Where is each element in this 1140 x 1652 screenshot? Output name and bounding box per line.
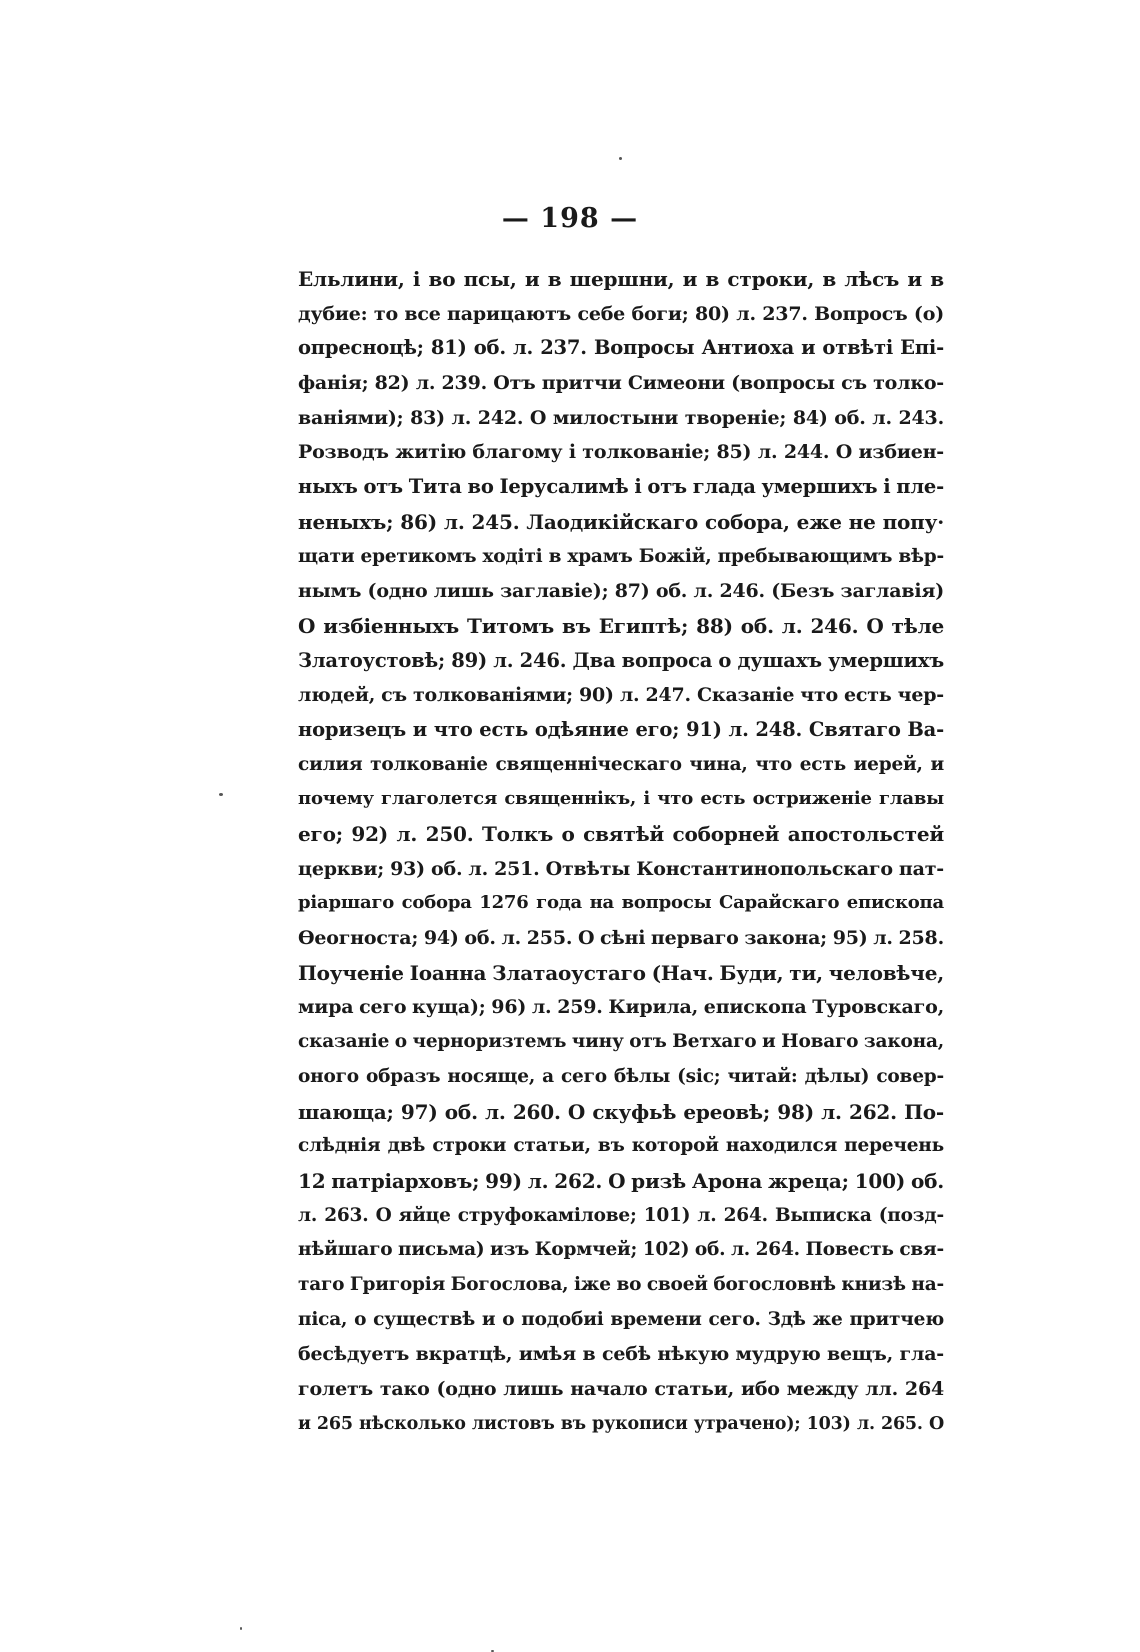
text-line: опресноцѣ; 81) об. л. 237. Вопросы Антиоха и отвѣті Епі- [298,336,944,360]
text-line: Розводъ житію благому і толкованіе; 85) л. 244. О избиен- [298,441,944,464]
text-line: ріаршаго собора 1276 года на вопросы Сарайскаго епископа [298,892,944,914]
text-line: сказаніе о черноризтемъ чину отъ Ветхаго и Новаго закона, [298,1031,944,1053]
text-line: піса, о существѣ и о подобиі времени сего. Здѣ же притчею [298,1308,944,1330]
page-number: — 198 — [501,203,639,234]
text-line: бесѣдуетъ вкратцѣ, имѣя в себѣ нѣкую мудрую вещъ, гла- [298,1343,944,1366]
text-line: силия толкованіе священніческаго чина, что есть иерей, и [298,753,944,775]
text-line: Поученіе Іоанна Златаоустаго (Нач. Буди, ти, человѣче, [298,960,944,985]
text-line: голетъ тако (одно лишь начало статьи, ибо между лл. 264 [298,1378,944,1400]
text-line: л. 263. О яйце струфокамілове; 101) л. 264. Выписка (позд- [298,1204,944,1226]
text-line: ваніями); 83) л. 242. О милостыни твореніе; 84) об. л. 243. [298,406,944,429]
scan-speck [619,157,622,160]
text-line: О избіенныхъ Титомъ въ Египтѣ; 88) об. л. 246. О тѣле [298,613,944,638]
scan-speck [240,1627,242,1630]
text-line: нымъ (одно лишь заглавіе); 87) об. л. 246. (Безъ заглавія) [298,580,944,603]
text-line: мира сего куща); 96) л. 259. Кирила, епископа Туровскаго, [298,996,944,1019]
text-line: неныхъ; 86) л. 245. Лаодикійскаго собора, еже не попу· [298,509,944,534]
text-line: Ѳеогноста; 94) об. л. 255. О сѣні перваго закона; 95) л. 258. [298,927,944,950]
text-line: нѣйшаго письма) изъ Кормчей; 102) об. л. 264. Повесть свя- [298,1239,944,1261]
text-line: церкви; 93) об. л. 251. Отвѣты Константинопольскаго пат- [298,857,944,880]
text-line: шающа; 97) об. л. 260. О скуфьѣ ереовѣ; 98) л. 262. По- [298,1099,944,1124]
text-line: людей, съ толкованіями; 90) л. 247. Сказаніе что есть чер- [298,684,944,707]
text-line: дубие: то все парицаютъ себе боги; 80) л. 237. Вопросъ (о) [298,302,944,325]
text-line: почему глаголется священнікъ, і что есть остриженіе главы [298,788,944,810]
text-line: слѣднія двѣ строки статьи, въ которой находился перечень [298,1135,944,1157]
text-line: таго Григорія Богослова, іже во своей богословнѣ книзѣ на- [298,1273,944,1295]
text-line: щати еретикомъ ходіті в храмъ Божій, пребывающимъ вѣр- [298,545,944,567]
text-line: ныхъ отъ Тита во Іерусалимѣ і отъ глада умершихъ і пле- [298,475,944,499]
text-line: его; 92) л. 250. Толкъ о святѣй соборней апостольстей [298,822,944,846]
body-text [298,262,944,1441]
text-line: и 265 нѣсколько листовъ въ рукописи утрачено); 103) л. 265. О [298,1413,944,1434]
text-line: норизецъ и что есть одѣяние его; 91) л. 248. Святаго Ва- [298,717,944,741]
scan-speck [219,793,223,796]
text-line: 12 патріарховъ; 99) л. 262. О ризѣ Арона жреца; 100) об. [298,1168,944,1193]
text-line: Златоустовѣ; 89) л. 246. Два вопроса о душахъ умершихъ [298,648,944,672]
text-line: оного образъ носяще, а сего бѣлы (sic; читай: дѣлы) совер- [298,1065,944,1087]
text-line: фанія; 82) л. 239. Отъ притчи Симеони (вопросы съ толко- [298,372,944,395]
text-line: Ельлини, і во псы, и в шершни, и в строки, в лѣсъ и в [298,267,944,291]
